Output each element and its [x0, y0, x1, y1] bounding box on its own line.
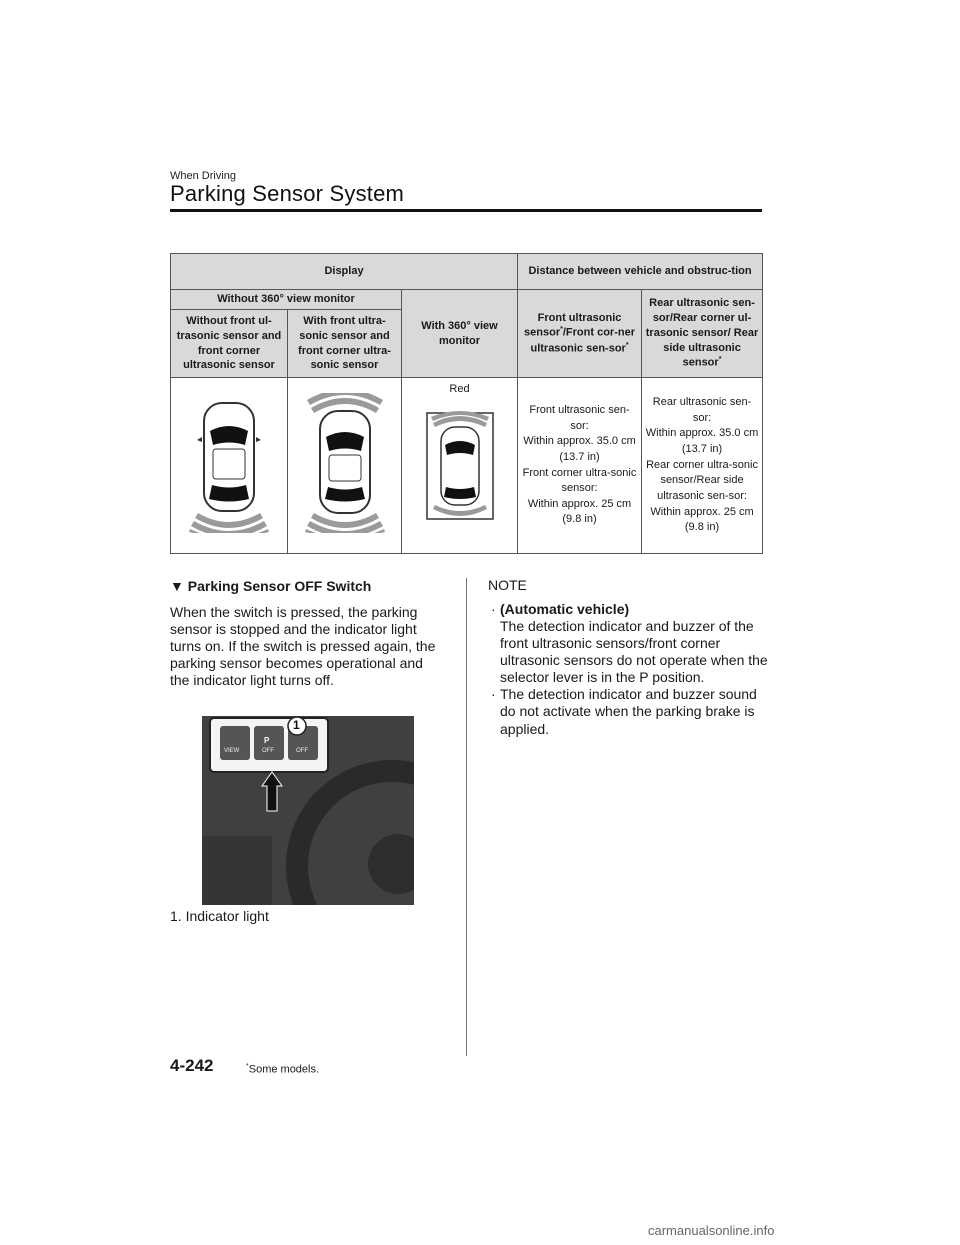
car-diagram-rear-only	[171, 378, 288, 554]
note-item-text: The detection indicator and buzzer sound do not activate when the parking brake is applied.	[500, 686, 757, 737]
front-header-text-b: /Front cor-ner ultrasonic sen-sor	[530, 327, 635, 355]
rear-text-4: Within approx. 25 cm (9.8 in)	[650, 505, 754, 534]
front-header-text-a: Front ultrasonic sensor	[524, 311, 622, 340]
photo-caption: 1. Indicator light	[170, 908, 269, 924]
btn-right-label: OFF	[296, 748, 308, 754]
note-item-bold: (Automatic vehicle)	[500, 601, 630, 617]
front-text-2: Within approx. 35.0 cm (13.7 in)	[523, 435, 636, 463]
front-asterisk-1: *	[560, 326, 563, 334]
rear-sensor-header	[642, 290, 763, 378]
without-360-header: Without 360° view monitor	[171, 290, 402, 310]
with-360-header: With 360° view monitor	[402, 290, 518, 378]
callout-number: 1	[293, 718, 300, 732]
note-bullet: ·	[491, 601, 496, 617]
btn-p-top-label: P	[264, 736, 270, 745]
car-front-rear-sensors-icon	[300, 393, 390, 533]
car-360-view-icon	[425, 411, 495, 521]
front-sensor-header	[518, 290, 642, 378]
page-title: Parking Sensor System	[170, 181, 405, 206]
page-number: 4-242	[170, 1056, 214, 1075]
rear-header-text: Rear ultrasonic sen-sor/Rear corner ul-trasonic sensor/ Rear side ultrasonic sensor	[645, 297, 759, 370]
rear-distance-cell	[642, 378, 763, 554]
btn-view-label: VIEW	[224, 748, 240, 754]
front-text-1: Front ultrasonic sen-sor:	[529, 404, 630, 432]
note-list	[488, 601, 770, 738]
front-asterisk-2: *	[625, 341, 629, 349]
switch-paragraph: When the switch is pressed, the parking sensor is stopped and the indicator light turns on. If the switch is pressed again, the parking sensor becomes operational and the indicator light turns off.	[170, 604, 436, 689]
section-label: When Driving	[170, 170, 237, 182]
switch-heading: ▼ Parking Sensor OFF Switch	[170, 578, 372, 594]
column-divider	[466, 578, 467, 1056]
footnote	[246, 1063, 319, 1076]
note-heading: NOTE	[488, 577, 527, 593]
switch-photo	[202, 716, 414, 905]
rear-text-1: Rear ultrasonic sen-sor:	[652, 396, 752, 424]
rear-asterisk: *	[718, 356, 722, 364]
title-rule	[170, 209, 762, 212]
note-bullet: ·	[491, 686, 496, 703]
display-header: Display	[171, 254, 518, 290]
with-front-sensor-header: With front ultra-sonic sensor and front corner ultra-sonic sensor	[288, 310, 402, 378]
note-item	[488, 686, 770, 737]
distance-header: Distance between vehicle and obstruc-tion	[518, 254, 763, 290]
front-text-3: Front corner ultra-sonic sensor:	[522, 466, 637, 495]
dashboard-illustration	[202, 716, 414, 905]
car-diagram-360	[402, 378, 518, 554]
car-diagram-front-rear	[288, 378, 402, 554]
red-label: Red	[449, 383, 470, 395]
front-text-4: Within approx. 25 cm (9.8 in)	[527, 497, 632, 526]
note-item	[488, 601, 770, 686]
without-front-sensor-header: Without front ul-trasonic sensor and front corner ultrasonic sensor	[171, 310, 288, 378]
footnote-asterisk: *	[246, 1063, 249, 1070]
note-item-text: The detection indicator and buzzer of the front ultrasonic sensors/front corner ultrasonic sensors do not operate when the selector lever is in the P position.	[500, 618, 768, 686]
btn-p-off-label: OFF	[262, 748, 274, 754]
car-rear-sensors-icon	[184, 393, 274, 533]
watermark: carmanualsonline.info	[648, 1223, 775, 1238]
footnote-text: Some models.	[248, 1063, 320, 1076]
rear-text-3: Rear corner ultra-sonic sensor/Rear side ultrasonic sen-sor:	[646, 458, 758, 502]
rear-text-2: Within approx. 35.0 cm (13.7 in)	[645, 427, 759, 456]
distance-table	[170, 253, 763, 554]
front-distance-cell	[518, 378, 642, 554]
